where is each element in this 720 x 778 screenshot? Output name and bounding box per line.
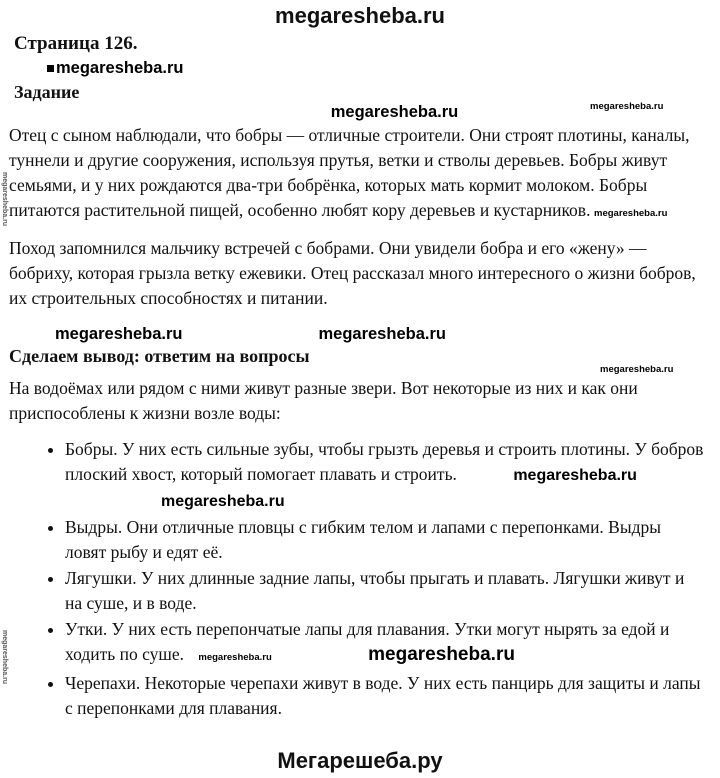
list-item-text: Лягушки. У них длинные задние лапы, чтобы прыгать и плавать. Лягушки живут и на суше, и в воде. bbox=[65, 568, 685, 613]
watermark: megaresheba.ru bbox=[330, 103, 459, 121]
watermark-row bbox=[47, 58, 704, 79]
watermark-small: megaresheba.ru bbox=[594, 208, 668, 219]
watermark: megaresheba.ru bbox=[368, 644, 515, 665]
list-item-text: Утки. У них есть перепончатые лапы для плавания. Утки могут нырять за едой и ходить по суше. bbox=[65, 619, 670, 664]
intro-paragraph: На водоёмах или рядом с ними живут разные звери. Вот некоторые из них и как они приспособлены к жизни возле воды: bbox=[9, 378, 638, 423]
square-icon bbox=[47, 65, 54, 72]
watermark: megaresheba.ru bbox=[161, 493, 285, 510]
paragraph-beavers: Отец с сыном наблюдали, что бобры — отличные строители. Они строят плотины, каналы, туннели и другие сооружения, используя прутья, ветки и стволы деревьев. Бобры живут семьями, и у них рождаются два-три бобрёнка, которых мать кормит молоком. Бобры питаются растительной пищей, особенно любят кору деревьев и кустарников. bbox=[9, 125, 690, 220]
animal-list bbox=[9, 437, 704, 721]
list-item-beavers bbox=[65, 437, 704, 514]
watermark: megaresheba.ru bbox=[513, 467, 637, 484]
task-label: Задание bbox=[14, 82, 80, 102]
watermark-small: megaresheba.ru bbox=[600, 364, 674, 375]
list-item-text: Черепахи. Некоторые черепахи живут в воде. У них есть панцирь для защиты и лапы с перепонками для плавания. bbox=[65, 673, 701, 718]
watermark: megaresheba.ru bbox=[56, 59, 184, 77]
document-content bbox=[0, 33, 720, 721]
footer-brand: Мегарешеба.ру bbox=[277, 748, 443, 773]
page-label: Страница 126. bbox=[14, 33, 138, 54]
watermark-vertical: megaresheba.ru bbox=[1, 630, 8, 685]
list-item-otters bbox=[65, 515, 704, 565]
site-title: megaresheba.ru bbox=[275, 3, 445, 28]
list-item-text: Выдры. Они отличные пловцы с гибким телом и лапами с перепонками. Выдры ловят рыбу и едят её. bbox=[65, 517, 662, 562]
list-item-turtles bbox=[65, 671, 704, 721]
paragraph-trip: Поход запомнился мальчику встречей с бобрами. Они увидели бобра и его «жену» — бобриху, которая грызла ветку ежевики. Отец рассказал много интересного о жизни бобров, их строительных способностях и питании. bbox=[9, 238, 696, 308]
conclusion-heading: Сделаем вывод: ответим на вопросы bbox=[9, 346, 310, 366]
watermark-row bbox=[9, 324, 704, 344]
watermark: megaresheba.ru bbox=[198, 652, 272, 663]
watermark-small: megaresheba.ru bbox=[590, 101, 664, 112]
list-item-frogs bbox=[65, 566, 704, 616]
list-item-text: Бобры. У них есть сильные зубы, чтобы грызть деревья и строить плотины. У бобров плоский хвост, который помогает плавать и строить. bbox=[65, 439, 704, 484]
watermark: megaresheba.ru bbox=[318, 325, 446, 343]
list-item-ducks bbox=[65, 617, 704, 670]
watermark: megaresheba.ru bbox=[55, 325, 183, 343]
watermark-vertical: megaresheba.ru bbox=[1, 172, 8, 227]
